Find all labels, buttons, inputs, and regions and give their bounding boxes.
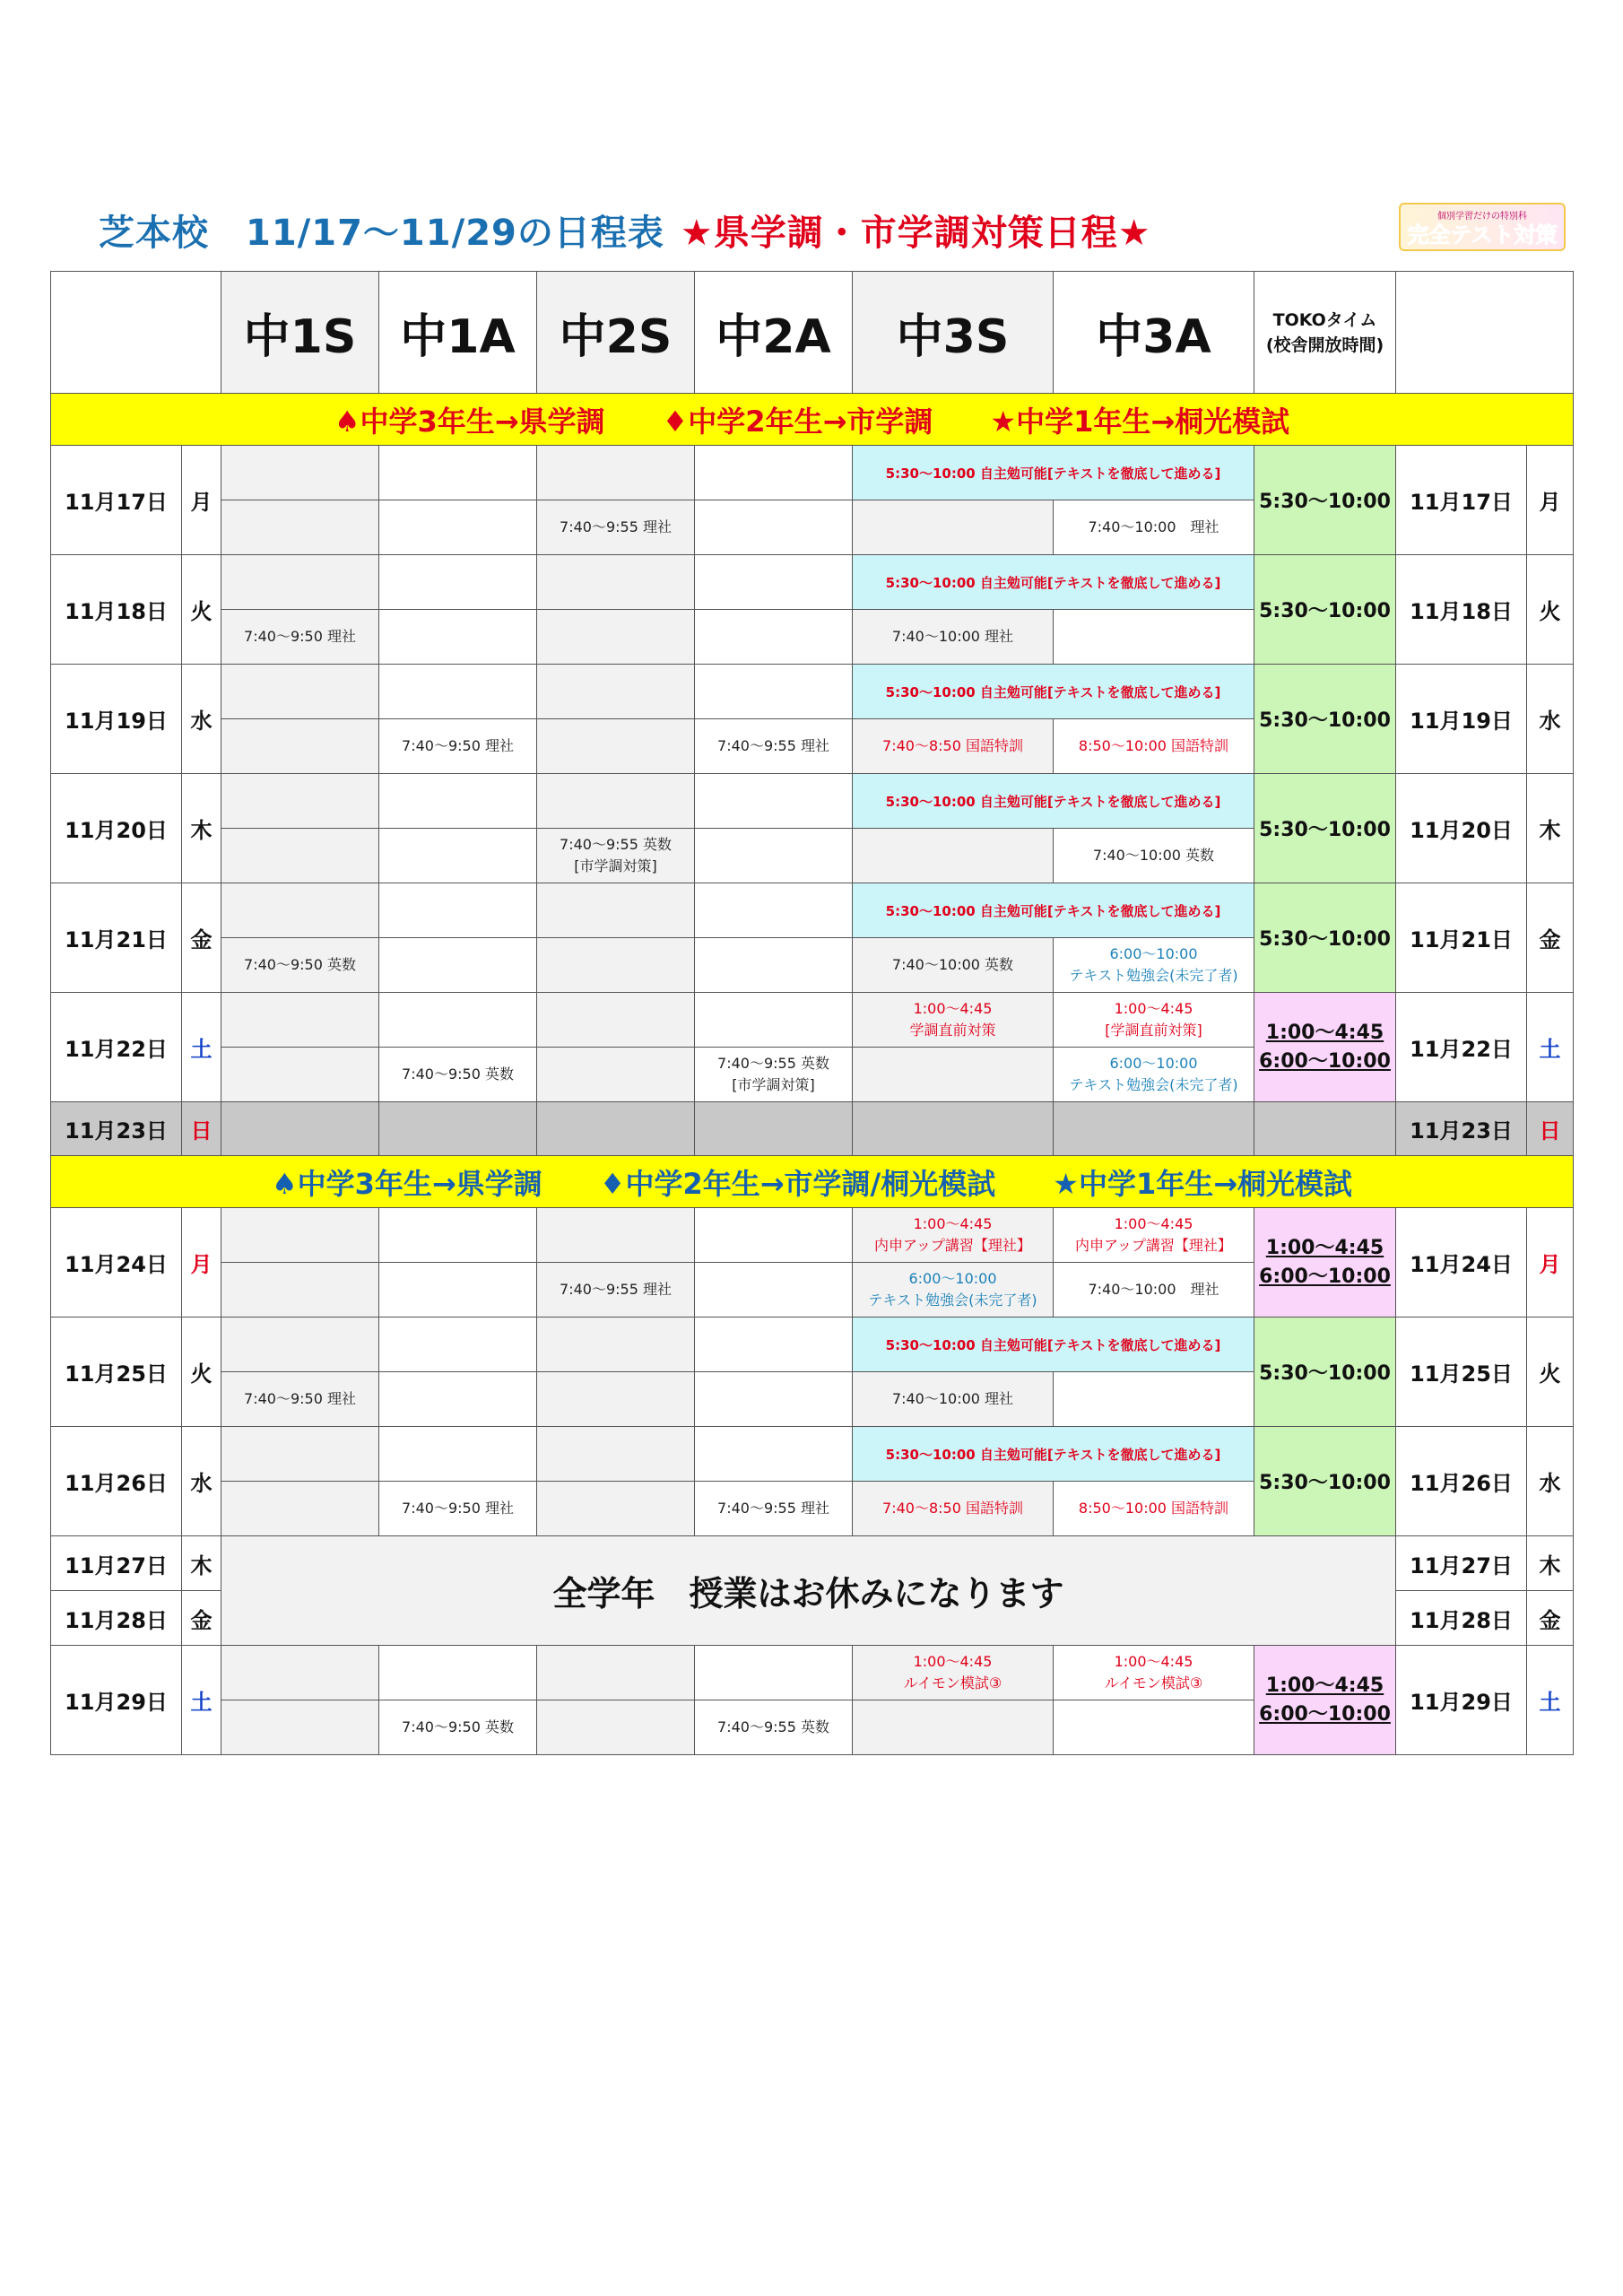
toko-time: 5:30〜10:00	[1254, 665, 1396, 774]
lesson-cell: 8:50〜10:00 国語特訓	[1054, 719, 1254, 774]
empty-cell	[853, 1048, 1054, 1102]
lesson-cell: 7:40〜9:50 英数	[221, 938, 379, 993]
empty-cell	[221, 555, 379, 610]
dow-right: 土	[1527, 1646, 1574, 1755]
banner-1	[51, 394, 1574, 446]
dow-right: 月	[1527, 446, 1574, 555]
banner-row-2	[51, 1156, 1574, 1208]
lesson-cell: 7:40〜8:50 国語特訓	[853, 1482, 1054, 1536]
header-toko	[1254, 272, 1396, 394]
lesson-cell	[853, 1208, 1054, 1263]
date-left: 11月24日	[51, 1208, 182, 1318]
lesson-cell	[1054, 1208, 1254, 1263]
empty-cell	[221, 1318, 379, 1372]
row-d18-top	[51, 555, 1574, 610]
date-right: 11月22日	[1396, 993, 1527, 1102]
empty-cell	[537, 719, 695, 774]
schedule-table	[50, 271, 1574, 1755]
empty-cell	[379, 1208, 537, 1263]
banner-1-grade1: ★中学1年生→桐光模試	[990, 404, 1290, 439]
header-row	[51, 272, 1574, 394]
toko-header-line2: (校舎開放時間)	[1265, 335, 1384, 355]
header-c2a: 中2A	[695, 272, 853, 394]
lesson-cell: 7:40〜9:50 理社	[379, 1482, 537, 1536]
empty-cell	[695, 993, 853, 1048]
lesson-cell: 7:40〜10:00 英数	[853, 938, 1054, 993]
dow-right: 火	[1527, 555, 1574, 665]
header-c3a: 中3A	[1054, 272, 1254, 394]
empty-cell	[379, 1427, 537, 1482]
toko-time: 5:30〜10:00	[1254, 883, 1396, 993]
empty-cell	[379, 829, 537, 883]
lesson-cell: 7:40〜10:00 英数	[1054, 829, 1254, 883]
lesson-cell: 7:40〜10:00 理社	[853, 1372, 1054, 1427]
toko-time: 5:30〜10:00	[1254, 1427, 1396, 1536]
lesson-line: 6:00〜10:00	[1109, 945, 1198, 962]
empty-cell	[537, 665, 695, 719]
empty-cell	[221, 1482, 379, 1536]
empty-cell	[537, 610, 695, 665]
date-left: 11月23日	[51, 1102, 182, 1156]
page-title	[99, 204, 1151, 256]
date-left: 11月18日	[51, 555, 182, 665]
lesson-cell: 7:40〜8:50 国語特訓	[853, 719, 1054, 774]
lesson-line: 1:00〜4:45	[913, 1000, 993, 1017]
toko-line: 1:00〜4:45	[1265, 1674, 1384, 1697]
dow-right: 水	[1527, 665, 1574, 774]
empty-cell	[695, 446, 853, 500]
date-left: 11月21日	[51, 883, 182, 993]
lesson-cell: 7:40〜9:50 理社	[379, 719, 537, 774]
dow-right: 水	[1527, 1427, 1574, 1536]
empty-cell	[379, 610, 537, 665]
date-left: 11月26日	[51, 1427, 182, 1536]
empty-cell	[695, 829, 853, 883]
dow-right: 金	[1527, 1591, 1574, 1646]
banner-1-grade2: ♦中学2年生→市学調	[662, 404, 933, 439]
dow-left: 月	[182, 1208, 221, 1318]
date-right: 11月29日	[1396, 1646, 1527, 1755]
dow-left: 火	[182, 555, 221, 665]
date-right: 11月26日	[1396, 1427, 1527, 1536]
empty-cell	[221, 719, 379, 774]
lesson-cell	[1054, 938, 1254, 993]
empty-cell	[853, 1102, 1054, 1156]
dow-left: 土	[182, 993, 221, 1102]
date-left: 11月17日	[51, 446, 182, 555]
toko-line: 1:00〜4:45	[1265, 1236, 1384, 1259]
toko-header-line1: TOKOタイム	[1272, 309, 1377, 330]
dow-left: 金	[182, 1591, 221, 1646]
empty-cell	[695, 555, 853, 610]
empty-cell	[695, 1318, 853, 1372]
lesson-cell: 7:40〜9:55 理社	[537, 500, 695, 555]
lesson-cell	[853, 1263, 1054, 1318]
lesson-line: 内申アップ講習【理社】	[874, 1237, 1031, 1254]
empty-cell	[221, 665, 379, 719]
empty-cell	[379, 1263, 537, 1318]
empty-cell	[695, 1208, 853, 1263]
lesson-line: 1:00〜4:45	[1114, 1653, 1193, 1670]
dow-left: 木	[182, 774, 221, 883]
lesson-line: ルイモン模試③	[1104, 1674, 1203, 1692]
row-d24-top	[51, 1208, 1574, 1263]
dow-left: 木	[182, 1536, 221, 1591]
empty-cell	[537, 993, 695, 1048]
date-left: 11月27日	[51, 1536, 182, 1591]
empty-cell	[695, 1102, 853, 1156]
self-study-bar: 5:30〜10:00 自主勉可能[テキストを徹底して進める]	[853, 774, 1254, 829]
empty-cell	[537, 938, 695, 993]
empty-cell	[1054, 1102, 1254, 1156]
lesson-line: テキスト勉強会(未完了者)	[1069, 1076, 1238, 1093]
lesson-line: ルイモン模試③	[903, 1674, 1002, 1692]
row-d27	[51, 1536, 1574, 1591]
empty-cell	[221, 1646, 379, 1700]
header-c1a: 中1A	[379, 272, 537, 394]
empty-cell	[221, 1263, 379, 1318]
empty-cell	[537, 1208, 695, 1263]
lesson-cell	[853, 1646, 1054, 1700]
toko-line: 1:00〜4:45	[1265, 1021, 1384, 1044]
empty-cell	[379, 993, 537, 1048]
empty-cell	[537, 1482, 695, 1536]
logo	[1399, 203, 1566, 251]
empty-cell	[695, 774, 853, 829]
date-left: 11月28日	[51, 1591, 182, 1646]
row-d21-top	[51, 883, 1574, 938]
empty-cell	[379, 555, 537, 610]
empty-cell	[537, 1048, 695, 1102]
toko-line: 6:00〜10:00	[1259, 1702, 1391, 1726]
empty-cell	[537, 555, 695, 610]
dow-left: 金	[182, 883, 221, 993]
empty-cell	[537, 1427, 695, 1482]
empty-cell	[695, 938, 853, 993]
date-right: 11月21日	[1396, 883, 1527, 993]
empty-cell	[221, 446, 379, 500]
empty-cell	[1054, 610, 1254, 665]
date-right: 11月17日	[1396, 446, 1527, 555]
lesson-cell	[695, 1048, 853, 1102]
date-left: 11月19日	[51, 665, 182, 774]
empty-cell	[537, 1318, 695, 1372]
toko-time: 5:30〜10:00	[1254, 1318, 1396, 1427]
row-d19-top	[51, 665, 1574, 719]
empty-cell	[221, 829, 379, 883]
empty-cell	[221, 1427, 379, 1482]
lesson-line: 7:40〜9:55 英数	[717, 1055, 829, 1072]
empty-cell	[695, 610, 853, 665]
lesson-cell: 7:40〜9:55 理社	[695, 719, 853, 774]
date-right: 11月19日	[1396, 665, 1527, 774]
banner-2-grade2: ♦中学2年生→市学調/桐光模試	[599, 1166, 996, 1201]
lesson-cell: 7:40〜9:50 理社	[221, 610, 379, 665]
dow-right: 火	[1527, 1318, 1574, 1427]
lesson-cell: 7:40〜9:50 英数	[379, 1048, 537, 1102]
empty-cell	[379, 665, 537, 719]
dow-left: 水	[182, 665, 221, 774]
lesson-line: 学調直前対策	[909, 1022, 996, 1039]
lesson-cell: 7:40〜9:50 理社	[221, 1372, 379, 1427]
empty-cell	[695, 1646, 853, 1700]
date-left: 11月20日	[51, 774, 182, 883]
banner-2	[51, 1156, 1574, 1208]
empty-cell	[379, 446, 537, 500]
empty-cell	[1054, 1372, 1254, 1427]
row-d25-top	[51, 1318, 1574, 1372]
lesson-line: [市学調対策]	[732, 1076, 815, 1093]
title-highlight: ★県学調・市学調対策日程★	[680, 213, 1151, 254]
empty-cell	[537, 1102, 695, 1156]
banner-2-grade3: ♠中学3年生→県学調	[271, 1166, 542, 1201]
toko-time	[1254, 1646, 1396, 1755]
lesson-line: テキスト勉強会(未完了者)	[868, 1292, 1037, 1309]
empty-cell	[1054, 1700, 1254, 1755]
title-main: 芝本校 11/17〜11/29の日程表	[99, 213, 664, 254]
empty-cell	[695, 1263, 853, 1318]
empty-cell	[221, 993, 379, 1048]
date-right: 11月23日	[1396, 1102, 1527, 1156]
header-c1s: 中1S	[221, 272, 379, 394]
lesson-cell	[1054, 1048, 1254, 1102]
lesson-line: 1:00〜4:45	[913, 1215, 993, 1232]
self-study-bar: 5:30〜10:00 自主勉可能[テキストを徹底して進める]	[853, 555, 1254, 610]
empty-cell	[221, 1102, 379, 1156]
dow-right: 木	[1527, 774, 1574, 883]
empty-cell	[221, 883, 379, 938]
empty-cell	[379, 938, 537, 993]
lesson-line: 内申アップ講習【理社】	[1075, 1237, 1232, 1254]
self-study-bar: 5:30〜10:00 自主勉可能[テキストを徹底して進める]	[853, 446, 1254, 500]
lesson-line: 1:00〜4:45	[1114, 1215, 1193, 1232]
date-left: 11月29日	[51, 1646, 182, 1755]
lesson-cell: 7:40〜10:00 理社	[853, 610, 1054, 665]
banner-row-1	[51, 394, 1574, 446]
lesson-cell: 7:40〜9:50 英数	[379, 1700, 537, 1755]
empty-cell	[379, 1318, 537, 1372]
toko-time	[1254, 1208, 1396, 1318]
lesson-cell	[853, 993, 1054, 1048]
banner-1-grade3: ♠中学3年生→県学調	[334, 404, 605, 439]
toko-time: 5:30〜10:00	[1254, 446, 1396, 555]
header-blank-right	[1396, 272, 1574, 394]
date-left: 11月25日	[51, 1318, 182, 1427]
empty-cell	[221, 1208, 379, 1263]
lesson-line: [市学調対策]	[574, 857, 657, 874]
lesson-cell: 7:40〜9:55 理社	[695, 1482, 853, 1536]
empty-cell	[537, 1646, 695, 1700]
row-d23	[51, 1102, 1574, 1156]
empty-cell	[379, 883, 537, 938]
empty-cell	[379, 1646, 537, 1700]
lesson-line: 1:00〜4:45	[1114, 1000, 1193, 1017]
empty-cell	[221, 500, 379, 555]
empty-cell	[221, 1048, 379, 1102]
date-left: 11月22日	[51, 993, 182, 1102]
lesson-line: [学調直前対策]	[1105, 1022, 1202, 1039]
lesson-cell: 8:50〜10:00 国語特訓	[1054, 1482, 1254, 1536]
empty-cell	[853, 829, 1054, 883]
dow-left: 水	[182, 1427, 221, 1536]
empty-cell	[695, 1427, 853, 1482]
empty-cell	[379, 774, 537, 829]
header-blank-left	[51, 272, 221, 394]
row-d20-top	[51, 774, 1574, 829]
logo-text: 完全テスト対策	[1407, 222, 1558, 248]
toko-line: 6:00〜10:00	[1259, 1265, 1391, 1288]
empty-cell	[221, 774, 379, 829]
empty-cell	[695, 1372, 853, 1427]
dow-right: 木	[1527, 1536, 1574, 1591]
toko-line: 6:00〜10:00	[1259, 1049, 1391, 1073]
date-right: 11月27日	[1396, 1536, 1527, 1591]
toko-time	[1254, 993, 1396, 1102]
empty-cell	[853, 500, 1054, 555]
date-right: 11月20日	[1396, 774, 1527, 883]
logo-tagline: 個別学習だけの特別科	[1437, 212, 1527, 222]
lesson-line: 6:00〜10:00	[908, 1270, 997, 1287]
dow-left: 火	[182, 1318, 221, 1427]
empty-cell	[695, 883, 853, 938]
lesson-line: 6:00〜10:00	[1109, 1055, 1198, 1072]
dow-right: 土	[1527, 993, 1574, 1102]
empty-cell	[537, 883, 695, 938]
toko-time: 5:30〜10:00	[1254, 555, 1396, 665]
date-right: 11月18日	[1396, 555, 1527, 665]
empty-cell	[537, 446, 695, 500]
lesson-cell	[1054, 1646, 1254, 1700]
empty-cell	[1254, 1102, 1396, 1156]
lesson-line: テキスト勉強会(未完了者)	[1069, 967, 1238, 984]
closed-notice: 全学年 授業はお休みになります	[221, 1536, 1396, 1646]
row-d22-top	[51, 993, 1574, 1048]
empty-cell	[379, 1102, 537, 1156]
dow-left: 日	[182, 1102, 221, 1156]
empty-cell	[379, 1372, 537, 1427]
self-study-bar: 5:30〜10:00 自主勉可能[テキストを徹底して進める]	[853, 665, 1254, 719]
date-right: 11月25日	[1396, 1318, 1527, 1427]
empty-cell	[537, 1372, 695, 1427]
self-study-bar: 5:30〜10:00 自主勉可能[テキストを徹底して進める]	[853, 883, 1254, 938]
toko-time: 5:30〜10:00	[1254, 774, 1396, 883]
date-right: 11月24日	[1396, 1208, 1527, 1318]
empty-cell	[537, 774, 695, 829]
lesson-cell	[537, 829, 695, 883]
lesson-cell: 7:40〜9:55 英数	[695, 1700, 853, 1755]
dow-right: 日	[1527, 1102, 1574, 1156]
lesson-line: 1:00〜4:45	[913, 1653, 993, 1670]
dow-right: 金	[1527, 883, 1574, 993]
row-d29-top	[51, 1646, 1574, 1700]
empty-cell	[695, 665, 853, 719]
dow-left: 月	[182, 446, 221, 555]
dow-right: 月	[1527, 1208, 1574, 1318]
row-d26-top	[51, 1427, 1574, 1482]
dow-left: 土	[182, 1646, 221, 1755]
empty-cell	[695, 500, 853, 555]
empty-cell	[221, 1700, 379, 1755]
self-study-bar: 5:30〜10:00 自主勉可能[テキストを徹底して進める]	[853, 1318, 1254, 1372]
lesson-cell	[1054, 993, 1254, 1048]
lesson-cell: 7:40〜10:00 理社	[1054, 1263, 1254, 1318]
banner-2-grade1: ★中学1年生→桐光模試	[1053, 1166, 1353, 1201]
date-right: 11月28日	[1396, 1591, 1527, 1646]
lesson-cell: 7:40〜9:55 理社	[537, 1263, 695, 1318]
empty-cell	[379, 500, 537, 555]
lesson-line: 7:40〜9:55 英数	[560, 836, 672, 853]
lesson-cell: 7:40〜10:00 理社	[1054, 500, 1254, 555]
empty-cell	[537, 1700, 695, 1755]
self-study-bar: 5:30〜10:00 自主勉可能[テキストを徹底して進める]	[853, 1427, 1254, 1482]
header-c3s: 中3S	[853, 272, 1054, 394]
row-d17-top	[51, 446, 1574, 500]
empty-cell	[853, 1700, 1054, 1755]
header-c2s: 中2S	[537, 272, 695, 394]
